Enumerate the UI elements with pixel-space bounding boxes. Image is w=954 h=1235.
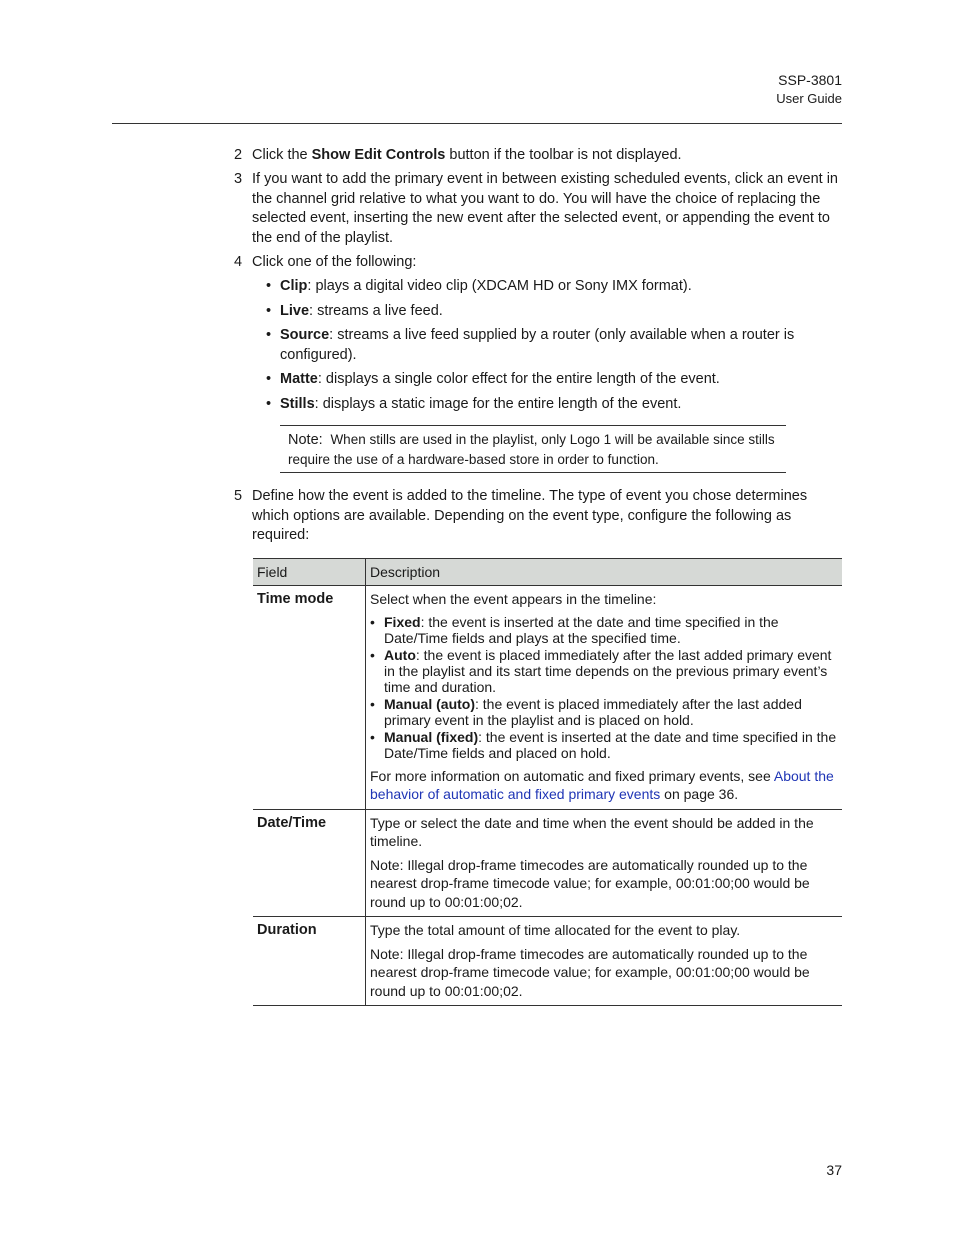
field-name: Time mode: [253, 586, 366, 810]
page-header: [776, 70, 842, 108]
event-type-list: [264, 277, 844, 419]
table-header-row: [253, 559, 842, 586]
step-number: 4: [234, 254, 243, 270]
cross-reference-link[interactable]: About the behavior of automatic and fixed primary events: [370, 767, 834, 802]
product-name: SSP-3801: [778, 72, 842, 88]
page-number: 37: [826, 1162, 842, 1178]
column-header-field: Field: [253, 559, 366, 586]
header-rule: [112, 123, 842, 124]
table-row: [253, 586, 842, 810]
field-description: Type the total amount of time allocated for the event to play. Note: Illegal drop-frame timecodes are automatically rounded up to the nearest drop-frame timecode value; for example, 00:01:00;00 would be round up to 00:01:00;02.: [366, 917, 843, 1006]
table-row: [253, 809, 842, 917]
ui-label-show-edit-controls: Show Edit Controls: [311, 147, 446, 163]
step-5: [234, 487, 844, 546]
list-item: • Matte: displays a single color effect for the entire length of the event.: [266, 371, 720, 387]
step-2: 2 Click the Show Edit Controls button if the toolbar is not displayed.: [234, 146, 844, 166]
list-item: • Manual (fixed): the event is inserted at the date and time specified in the Date/Time fields and placed on hold.: [370, 728, 837, 761]
step-text: Click one of the following:: [252, 254, 417, 270]
field-description-table: [253, 558, 842, 1006]
time-mode-options: [370, 614, 838, 761]
field-description: Type or select the date and time when the event should be added in the timeline. Note: Illegal drop-frame timecodes are automatically rounded up to the nearest drop-frame timecode value; for example, 00:01:00;00 would be round up to 00:01:00;02.: [366, 809, 843, 917]
step-3: [234, 170, 844, 248]
list-item: • Live: streams a live feed.: [266, 302, 443, 319]
list-item: • Auto: the event is placed immediately after the last added primary event in the playlist and its start time depends on the previous primary event’s time and duration.: [370, 646, 832, 695]
stills-note: [280, 425, 786, 473]
field-description: Select when the event appears in the timeline: • Fixed: the event is inserted at the date and time specified in the Date/Time fields and plays at the specified time. • Auto: the event is placed immediately after the last added primary event in the playlist and its start time depends on the previous primary event’s time and duration. • Manual (auto): the event is placed immediately after the last added primary event in the playlist and is placed on hold. • Manual (fixed): the event is inserted at the date and time specified in the Date/Time fields and placed on hold. For more information on automatic and fixed primary events, see About the behavior of automatic and fixed primary events on page 36.: [366, 586, 843, 810]
step-text: Define how the event is added to the timeline. The type of event you chose determines which options are available. Depending on the event type, configure the following as required:: [252, 488, 808, 543]
table-row: [253, 917, 842, 1006]
list-item: • Manual (auto): the event is placed immediately after the last added primary event in the playlist and is placed on hold.: [370, 695, 802, 728]
note-text: When stills are used in the playlist, only Logo 1 will be available since stills require the use of a hardware-based store in order to function.: [288, 432, 775, 467]
column-header-description: Description: [366, 559, 843, 586]
field-name: Date/Time: [253, 809, 366, 917]
list-item: • Clip: plays a digital video clip (XDCAM HD or Sony IMX format).: [266, 278, 692, 294]
list-item: • Source: streams a live feed supplied by a router (only available when a router is configured).: [266, 327, 795, 363]
step-number: 5: [234, 488, 243, 504]
step-number: 2: [234, 147, 243, 163]
step-number: 3: [234, 171, 243, 187]
note-label: Note:: [288, 432, 323, 448]
list-item: • Stills: displays a static image for the entire length of the event.: [266, 395, 682, 412]
list-item: • Fixed: the event is inserted at the date and time specified in the Date/Time fields and plays at the specified time.: [370, 613, 779, 646]
step-4: [234, 253, 844, 273]
field-name: Duration: [253, 917, 366, 1006]
guide-title: User Guide: [776, 91, 842, 106]
step-text: If you want to add the primary event in between existing scheduled events, click an event in the channel grid relative to what you want to do. You will have the choice of replacing the selected event, inserting the new event after the selected event, or appending the event to the end of the playlist.: [252, 171, 838, 246]
